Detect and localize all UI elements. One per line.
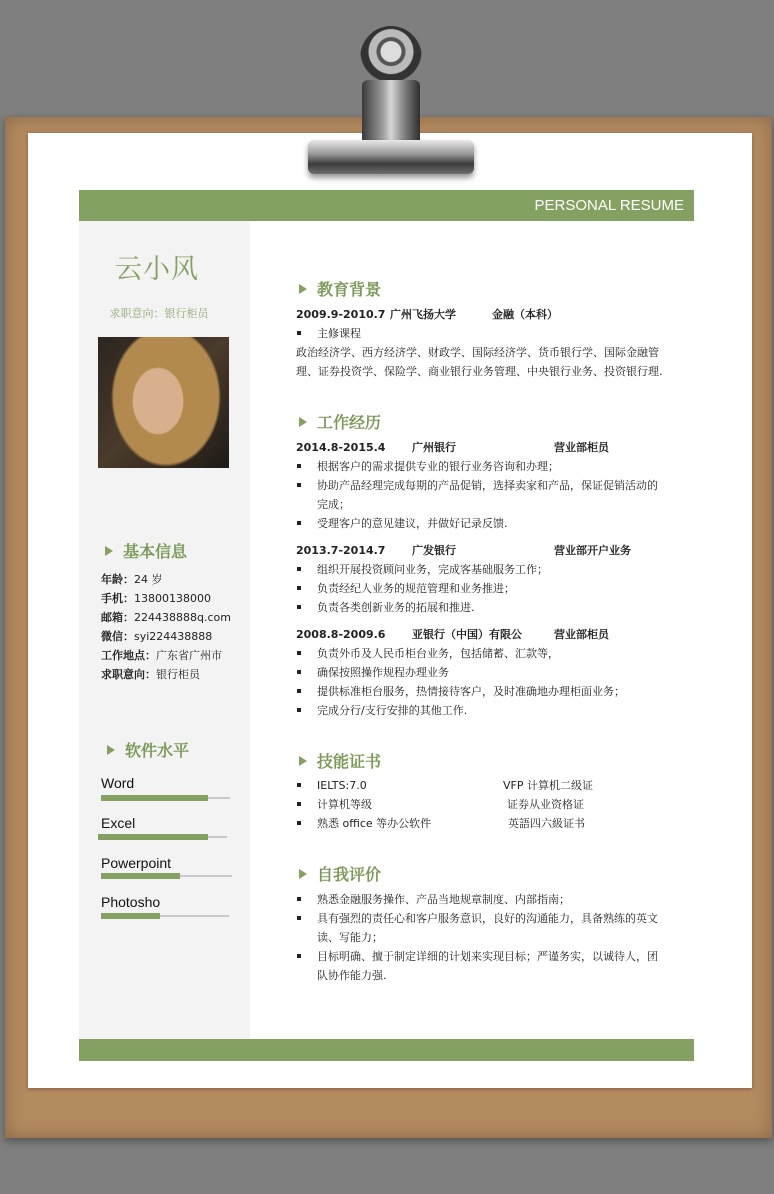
education-header <box>296 305 676 324</box>
list-item: 提供标准柜台服务，热情接待客户，及时准确地办理柜面业务； <box>296 682 676 701</box>
list-item: 组织开展投资顾问业务，完成客基础服务工作； <box>296 560 676 579</box>
triangle-bullet-icon <box>105 546 113 556</box>
header-banner: PERSONAL RESUME <box>79 190 694 221</box>
basic-info-title: 基本信息 <box>105 539 187 562</box>
certs-list-right: VFP 计算机二级证 证券从业资格证 英語四六級证书 <box>503 779 593 830</box>
list-item: 完成分行/支行安排的其他工作. <box>296 701 676 720</box>
profile-name: 云小风 <box>115 254 199 285</box>
list-item: 读、写能力； <box>317 931 383 944</box>
education-major: 金融（本科） <box>492 308 558 321</box>
skill-label-word: Word <box>101 775 135 791</box>
footer-bar <box>79 1039 694 1061</box>
self-eval-list <box>296 890 676 985</box>
profile-photo <box>98 337 229 468</box>
self-eval-title: 自我评价 <box>299 862 381 885</box>
skills-title: 软件水平 <box>107 738 189 761</box>
list-item: 负责外币及人民币柜台业务，包括储蓄、汇款等， <box>296 644 676 663</box>
triangle-bullet-icon <box>299 756 307 766</box>
skill-label-photoshop: Photosho <box>101 894 161 910</box>
list-item: 熟悉 office 等办公软件 <box>296 814 496 833</box>
list-item: 熟悉金融服务操作、产品当地规章制度、内部指南； <box>296 890 676 909</box>
skill-bar-excel <box>98 836 227 838</box>
skill-label-excel: Excel <box>101 815 136 831</box>
skill-bar-photoshop <box>101 915 229 917</box>
list-item: 确保按照操作规程办理业务 <box>296 663 676 682</box>
list-item: 具有强烈的责任心和客户服务意识，良好的沟通能力，具备熟练的英文 <box>296 909 676 928</box>
job-header: 2014.8-2015.4 广州银行 营业部柜员 <box>296 441 609 454</box>
certs-list-left <box>296 776 496 833</box>
triangle-bullet-icon <box>299 417 307 427</box>
job-header: 2013.7-2014.7 广发银行 营业部开户业务 <box>296 544 631 557</box>
list-item: 受理客户的意见建议，并做好记录反馈. <box>296 514 676 533</box>
list-item: 协助产品经理完成每期的产品促销，选择卖家和产品，保证促销活动的 <box>296 476 676 495</box>
work-title: 工作经历 <box>299 410 381 433</box>
job-duties <box>296 560 676 617</box>
list-item: 负责经纪人业务的规范管理和业务推进； <box>296 579 676 598</box>
clip-body <box>362 80 420 142</box>
list-item: 完成； <box>317 498 350 511</box>
binder-clip <box>308 140 474 174</box>
education-list <box>296 324 676 343</box>
skill-bar-powerpoint <box>101 875 232 877</box>
profile-intent: 求职意向：银行柜员 <box>109 307 209 320</box>
skill-label-powerpoint: Powerpoint <box>101 855 172 871</box>
list-item: 负责各类创新业务的拓展和推进. <box>296 598 676 617</box>
list-item: 计算机等级 <box>296 795 496 814</box>
education-school: 广州飞扬大学 <box>390 308 456 321</box>
education-title: 教育背景 <box>299 277 381 300</box>
skill-bar-word <box>101 797 230 799</box>
job-header: 2008.8-2009.6 亚银行（中国）有限公 营业部柜员 <box>296 628 609 641</box>
list-item: IELTS:7.0 <box>296 776 496 795</box>
education-period: 2009.9-2010.7 <box>296 308 386 321</box>
basic-info-list: 年龄：24 岁 手机：13800138000 邮箱：224438888q.com 微信：syi224438888 工作地点：广东省广州市 求职意向：银行柜员 <box>101 573 231 681</box>
job-duties <box>296 644 676 720</box>
list-item: 主修课程 <box>296 324 676 343</box>
list-item: 目标明确、擅于制定详细的计划来实现目标；严谨务实，以诚待人，团 <box>296 947 676 966</box>
list-item: 根据客户的需求提供专业的银行业务咨询和办理； <box>296 457 676 476</box>
triangle-bullet-icon <box>299 284 307 294</box>
job-duties <box>296 457 676 533</box>
triangle-bullet-icon <box>107 745 115 755</box>
education-courses: 政治经济学、西方经济学、财政学、国际经济学、货币银行学、国际金融管 理、证券投资学、保险学、商业银行业务管理、中央银行业务、投资银行理. <box>296 346 663 378</box>
certs-title: 技能证书 <box>299 749 381 772</box>
list-item: 队协作能力强. <box>317 969 387 982</box>
triangle-bullet-icon <box>299 869 307 879</box>
